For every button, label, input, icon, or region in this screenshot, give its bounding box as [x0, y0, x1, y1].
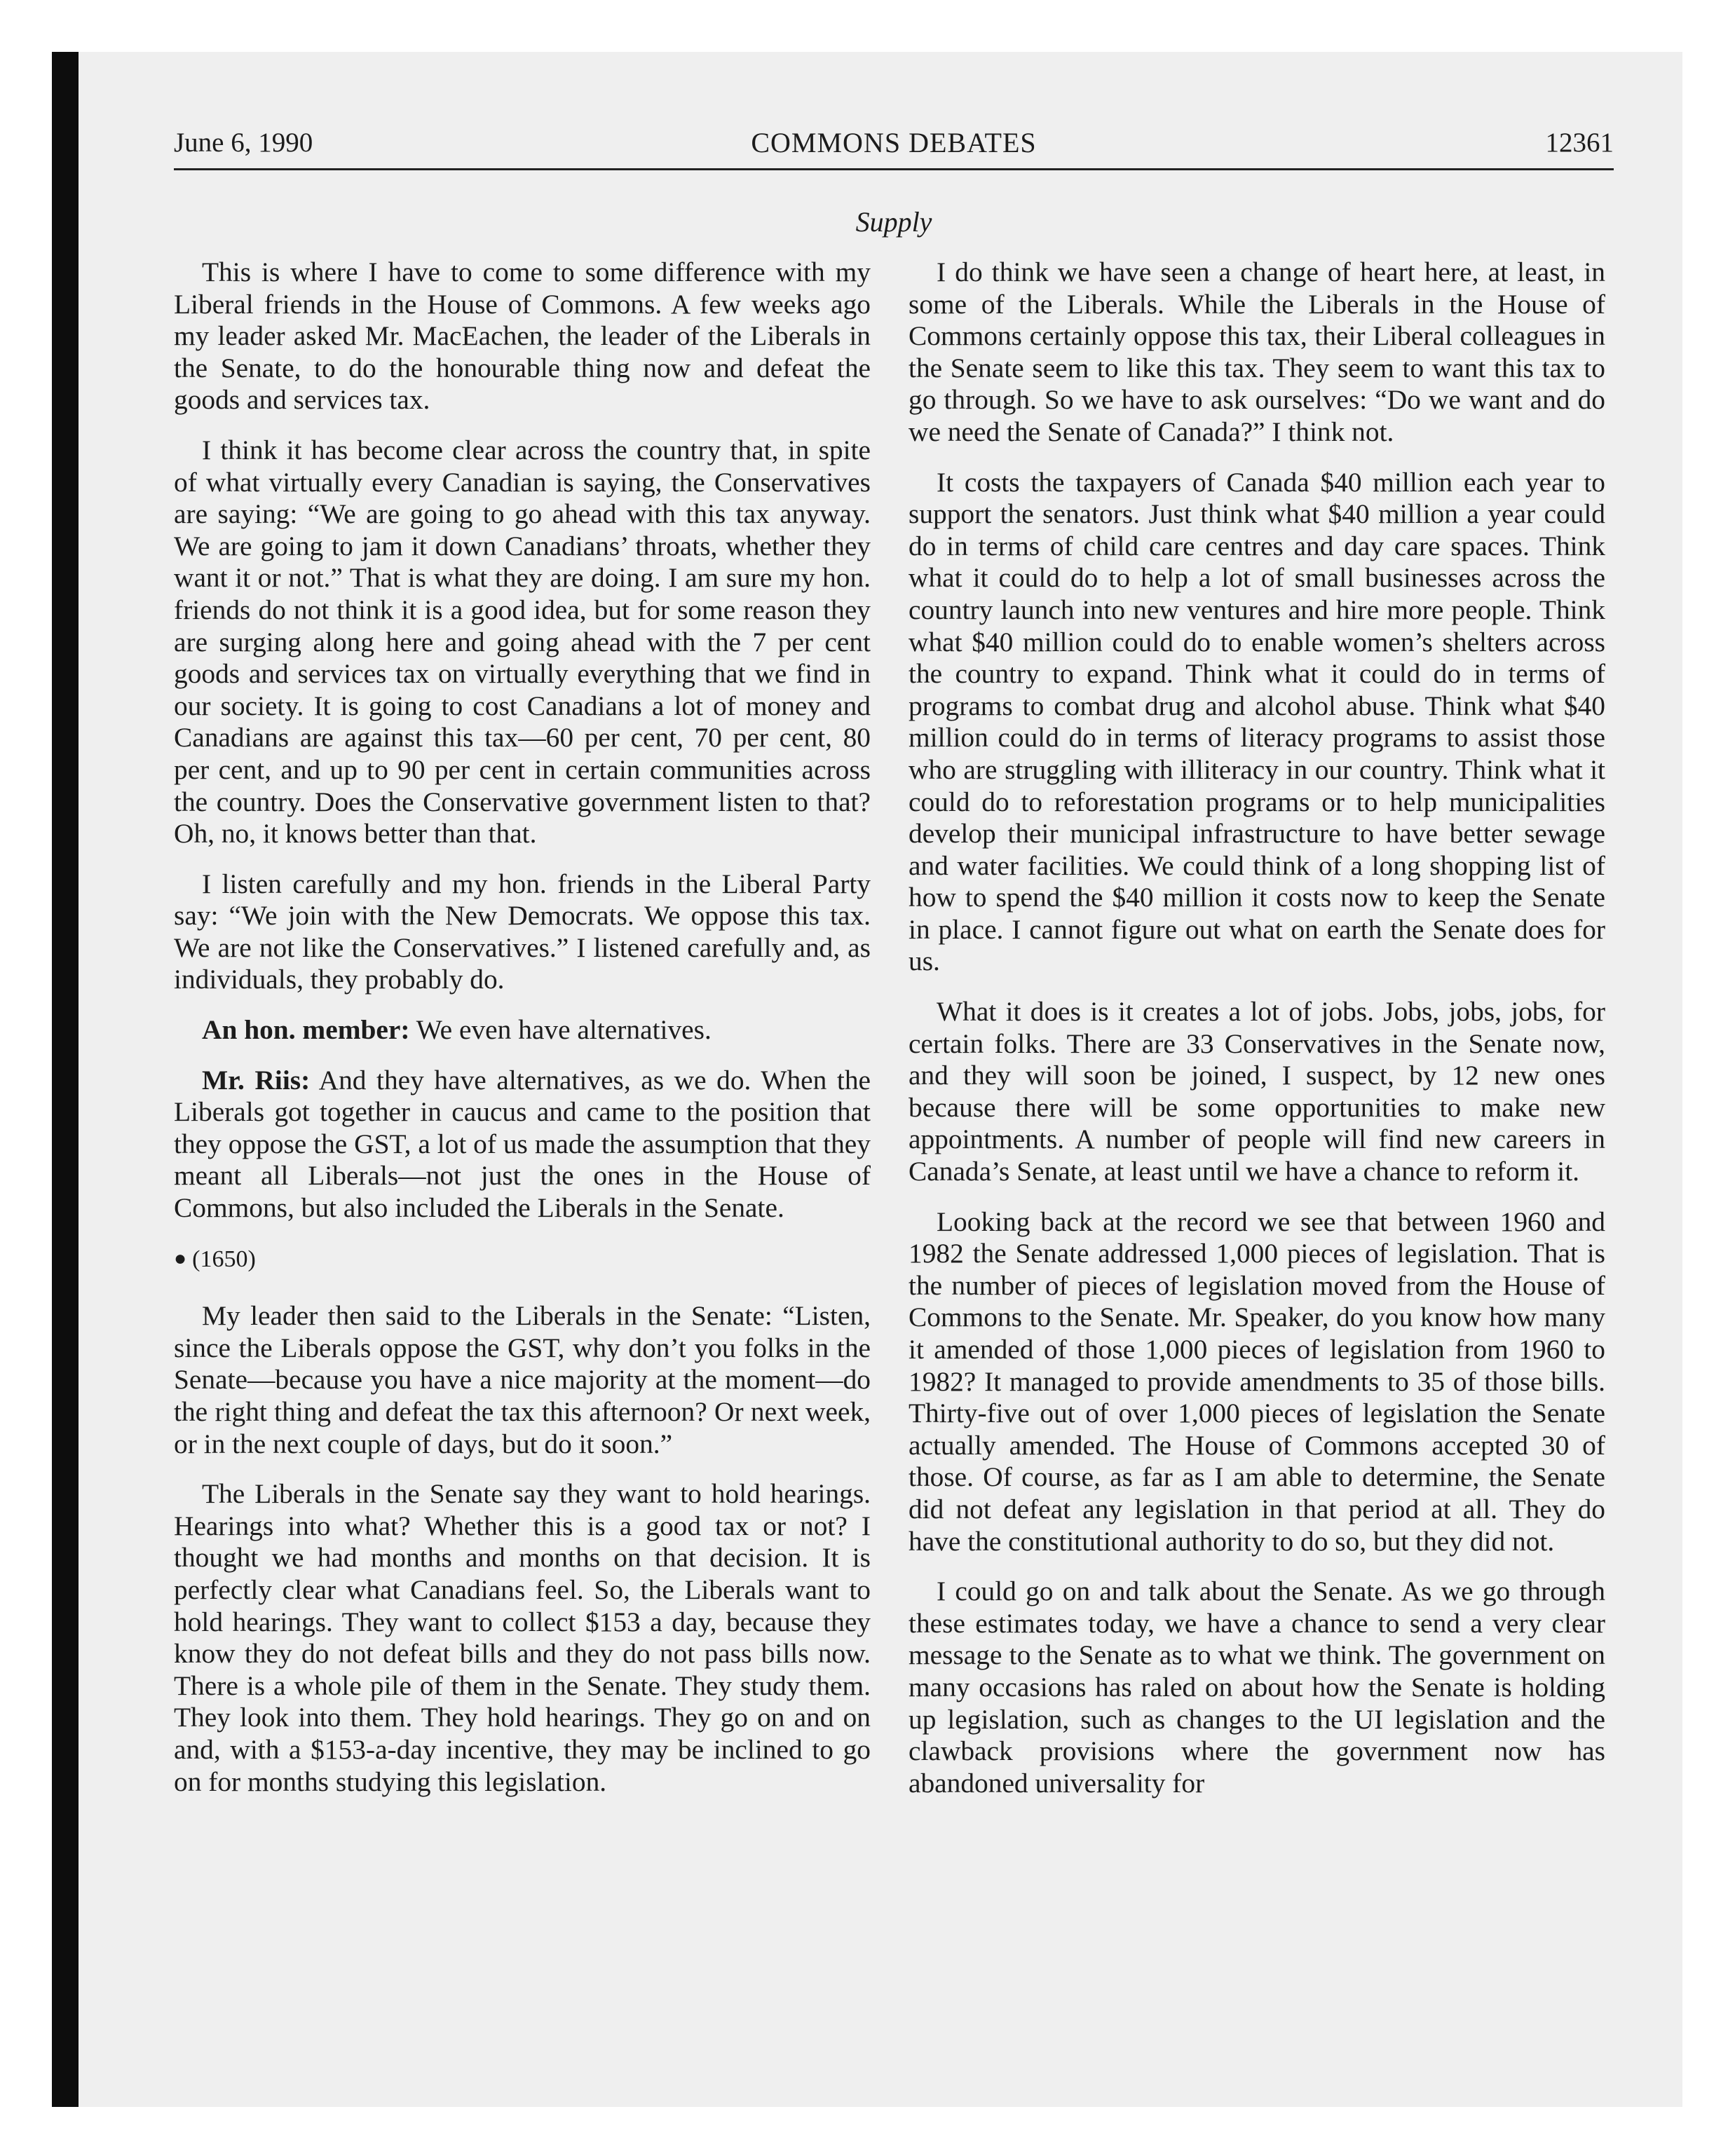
- right-column: [909, 257, 1605, 1817]
- left-column: [174, 257, 871, 1816]
- speech-text: We even have alternatives.: [409, 1014, 712, 1046]
- header-title: COMMONS DEBATES: [751, 127, 1037, 158]
- paragraph: It costs the taxpayers of Canada $40 million each year to support the senators. Just think what $40 million a year could do in terms of child care centres and day care spaces. Think what it could do to help a lot of small businesses across the country launch into new ventures and hire more people. Think what $40 million could do to enable women’s shelters across the country to expand. Think what it could do in terms of programs to combat drug and alcohol abuse. Think what $40 million could do in terms of literacy programs to assist those who are struggling with illiteracy in our country. Think what it could do to reforestation programs or to help municipalities develop their municipal infrastructure to have better sewage and water facilities. We could think of a long shopping list of how to spend the $40 million it costs now to keep the Senate in place. I cannot figure out what on earth the Senate does for us.: [909, 466, 1605, 977]
- paragraph: I think it has become clear across the country that, in spite of what virtually every Canadian is saying, the Conservatives are saying: “We are going to go ahead with this tax anyway. We are going to jam it down Canadians’ throats, whether they want it or not.” That is what they are doing. I am sure my hon. friends do not think it is a good idea, but for some reason they are surging along here and going ahead with the 7 per cent goods and services tax on virtually everything that we find in our society. It is going to cost Canadians a lot of money and Canadians are against this tax—60 per cent, 70 per cent, 80 per cent, and up to 90 per cent in certain communities across the country. Does the Conservative government listen to that? Oh, no, it knows better than that.: [174, 434, 871, 850]
- bullet-icon: ●: [174, 1246, 187, 1270]
- header-rule: [174, 168, 1614, 170]
- scan-binding-edge: [52, 52, 79, 2107]
- time-marker-text: (1650): [192, 1246, 256, 1272]
- section-heading: Supply: [855, 206, 932, 238]
- paragraph: I do think we have seen a change of heart here, at least, in some of the Liberals. While the Liberals in the House of Commons certainly oppose this tax, their Liberal colleagues in the Senate seem to like this tax. They seem to want this tax to go through. So we have to ask ourselves: “Do we want and do we need the Senate of Canada?” I think not.: [909, 257, 1605, 447]
- time-marker: [174, 1243, 871, 1276]
- paragraph: My leader then said to the Liberals in the Senate: “Listen, since the Liberals oppose the GST, why don’t you folks in the Senate—because you have a nice majority at the moment—do the right thing and defeat the tax this afternoon? Or next week, or in the next couple of days, but do it soon.”: [174, 1300, 871, 1459]
- header-date: June 6, 1990: [174, 128, 313, 158]
- speech-paragraph: [174, 1014, 871, 1046]
- speaker-name: Mr. Riis:: [202, 1064, 311, 1096]
- speech-text: And they have alternatives, as we do. When the Liberals got together in caucus and came to the position that they oppose the GST, a lot of us made the assumption that they meant all Liberals—not just the ones in the House of Commons, but also included the Liberals in the Senate.: [174, 1064, 871, 1224]
- paragraph: What it does is it creates a lot of jobs. Jobs, jobs, jobs, for certain folks. There are 33 Conservatives in the Senate now, and they will soon be joined, I suspect, by 12 new ones because there will be some opportunities to make new appointments. A number of people will find new careers in Canada’s Senate, at least until we have a chance to reform it.: [909, 996, 1605, 1187]
- page-number: 12361: [1545, 128, 1614, 158]
- paragraph: The Liberals in the Senate say they want to hold hearings. Hearings into what? Whether this is a good tax or not? I thought we had months and months on that decision. It is perfectly clear what Canadians feel. So, the Liberals want to hold hearings. They want to collect $153 a day, because they know they do not defeat bills and they do not pass bills now. There is a whole pile of them in the Senate. They study them. They look into them. They hold hearings. They go on and on and, with a $153-a-day incentive, they may be inclined to go on for months studying this legislation.: [174, 1478, 871, 1797]
- paragraph: I listen carefully and my hon. friends in the Liberal Party say: “We join with the New Democrats. We oppose this tax. We are not like the Conservatives.” I listened carefully and, as individuals, they probably do.: [174, 868, 871, 995]
- paragraph: I could go on and talk about the Senate. As we go through these estimates today, we have a chance to send a very clear message to the Senate as to what we think. The government on many occasions has raled on about how the Senate is holding up legislation, such as changes to the UI legislation and the clawback provisions where the government now has abandoned universality for: [909, 1576, 1605, 1799]
- paragraph: Looking back at the record we see that between 1960 and 1982 the Senate addressed 1,000 pieces of legislation. That is the number of pieces of legislation moved from the House of Commons to the Senate. Mr. Speaker, do you know how many it amended of those 1,000 pieces of legislation from 1960 to 1982? It managed to provide amendments to 35 of those bills. Thirty-five out of over 1,000 pieces of legislation the Senate actually amended. The House of Commons accepted 30 of those. Of course, as far as I am able to determine, the Senate did not defeat any legislation in that period at all. They do have the constitutional authority to do so, but they did not.: [909, 1206, 1605, 1557]
- paragraph: This is where I have to come to some difference with my Liberal friends in the House of Commons. A few weeks ago my leader asked Mr. MacEachen, the leader of the Liberals in the Senate, to do the honourable thing now and defeat the goods and services tax.: [174, 257, 871, 416]
- speech-paragraph: [174, 1065, 871, 1224]
- speaker-name: An hon. member:: [202, 1014, 410, 1046]
